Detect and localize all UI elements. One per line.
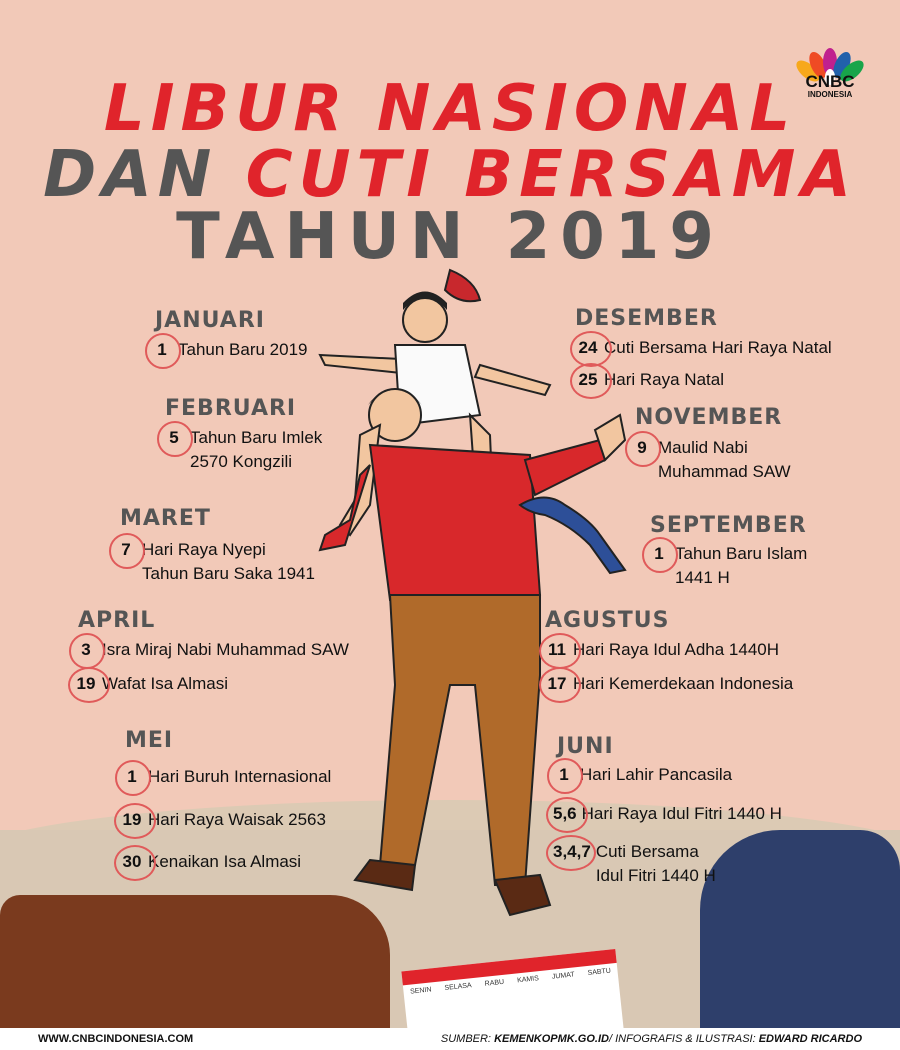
holiday-description xyxy=(604,368,724,392)
holiday-date: 24 xyxy=(574,336,602,358)
footer-source-label: SUMBER: xyxy=(440,1033,495,1045)
holiday-description xyxy=(102,638,349,662)
holiday-entry xyxy=(112,538,315,586)
holiday-description xyxy=(142,538,315,586)
holiday-entry xyxy=(543,672,793,696)
holiday-date: 19 xyxy=(118,808,146,830)
holiday-entry xyxy=(148,338,308,362)
calendar-day-names xyxy=(403,963,618,996)
title-line-3: TAHUN 2019 xyxy=(176,200,724,274)
holiday-entry xyxy=(160,426,322,474)
calendar-day-name: KAMIS xyxy=(516,975,540,985)
month-header-mei: MEI xyxy=(125,728,174,753)
holiday-description-line: Hari Raya Natal xyxy=(604,370,724,389)
holiday-description xyxy=(148,808,326,832)
footer-website: WWW.CNBCINDONESIA.COM xyxy=(38,1033,194,1045)
logo-sub: INDONESIA xyxy=(807,90,853,99)
holiday-date: 7 xyxy=(112,538,140,560)
calendar-day-name: SELASA xyxy=(444,982,473,993)
holiday-description xyxy=(596,840,716,888)
footer-credit: EDWARD RICARDO xyxy=(758,1033,862,1045)
month-header-november: NOVEMBER xyxy=(635,405,783,430)
holiday-entry xyxy=(550,763,732,787)
holiday-entry xyxy=(645,542,807,590)
holiday-date: 19 xyxy=(72,672,100,694)
month-header-agustus: AGUSTUS xyxy=(545,608,670,633)
holiday-description-line: Tahun Baru Imlek xyxy=(190,428,323,447)
holiday-date: 1 xyxy=(550,763,578,785)
holiday-description xyxy=(582,802,782,826)
holiday-description xyxy=(148,765,331,789)
holiday-date: 1 xyxy=(148,338,176,360)
footer-credits xyxy=(441,1033,862,1045)
calendar-day-name: JUMAT xyxy=(551,971,576,981)
holiday-date: 5,6 xyxy=(550,802,580,824)
holiday-description-line: Hari Raya Waisak 2563 xyxy=(148,810,326,829)
holiday-description-line: Cuti Bersama Hari Raya Natal xyxy=(604,338,832,357)
holiday-entry xyxy=(72,638,349,662)
holiday-description-line: Hari Raya Idul Adha 1440H xyxy=(573,640,780,659)
logo-name: CNBC xyxy=(805,72,855,91)
month-header-maret: MARET xyxy=(120,506,211,531)
holiday-description-line: Maulid Nabi xyxy=(658,438,748,457)
holiday-description-line: Hari Kemerdekaan Indonesia xyxy=(573,674,794,693)
holiday-entry xyxy=(118,850,301,874)
holiday-date: 11 xyxy=(543,638,571,660)
holiday-description xyxy=(658,436,791,484)
holiday-entry xyxy=(550,802,782,826)
holiday-description xyxy=(580,763,732,787)
holiday-date: 3,4,7 xyxy=(550,840,594,862)
footer-source: KEMENKOPMK.GO.ID xyxy=(494,1033,609,1045)
holiday-date: 1 xyxy=(118,765,146,787)
holiday-description-line: Tahun Baru 2019 xyxy=(178,340,308,359)
holiday-description-line: Isra Miraj Nabi Muhammad SAW xyxy=(102,640,349,659)
holiday-description-line: 2570 Kongzili xyxy=(190,452,293,471)
holiday-description-line: Tahun Baru Saka 1941 xyxy=(142,564,315,583)
holiday-entry xyxy=(574,368,724,392)
holiday-entry xyxy=(118,765,331,789)
holiday-description-line: Hari Buruh Internasional xyxy=(148,767,332,786)
holiday-entry xyxy=(574,336,832,360)
holiday-entry xyxy=(72,672,228,696)
month-header-januari: JANUARI xyxy=(155,308,265,333)
tie-icon xyxy=(515,495,635,575)
title-line-2-b: CUTI BERSAMA xyxy=(245,138,857,212)
footer-credit-label: / INFOGRAFIS & ILUSTRASI: xyxy=(608,1033,759,1045)
calendar-day-name: SENIN xyxy=(409,986,432,996)
holiday-description-line: Tahun Baru Islam xyxy=(675,544,808,563)
title-line-1: LIBUR NASIONAL xyxy=(103,72,797,146)
calendar-day-name: SABTU xyxy=(587,967,612,977)
holiday-date: 25 xyxy=(574,368,602,390)
month-header-juni: JUNI xyxy=(557,734,614,759)
holiday-date: 3 xyxy=(72,638,100,660)
month-header-desember: DESEMBER xyxy=(575,306,718,331)
month-header-februari: FEBRUARI xyxy=(165,396,297,421)
holiday-description-line: Wafat Isa Almasi xyxy=(102,674,228,693)
month-header-april: APRIL xyxy=(78,608,156,633)
holiday-description xyxy=(178,338,308,362)
holiday-description xyxy=(604,336,832,360)
holiday-date: 5 xyxy=(160,426,188,448)
holiday-description-line: Cuti Bersama xyxy=(595,842,699,861)
holiday-date: 1 xyxy=(645,542,673,564)
holiday-description-line: Kenaikan Isa Almasi xyxy=(148,852,302,871)
holiday-date: 9 xyxy=(628,436,656,458)
title-line-2-a: DAN xyxy=(43,138,246,212)
holiday-entry xyxy=(628,436,791,484)
holiday-description-line: Hari Lahir Pancasila xyxy=(580,765,733,784)
holiday-description xyxy=(573,672,793,696)
holiday-date: 17 xyxy=(543,672,571,694)
holiday-description-line: Muhammad SAW xyxy=(658,462,791,481)
holiday-description xyxy=(190,426,322,474)
holiday-description-line: Idul Fitri 1440 H xyxy=(595,866,716,885)
holiday-description xyxy=(102,672,228,696)
month-header-september: SEPTEMBER xyxy=(650,513,807,538)
holiday-entry xyxy=(543,638,779,662)
holiday-description xyxy=(148,850,301,874)
holiday-description xyxy=(675,542,807,590)
backpack-right xyxy=(700,830,900,1040)
holiday-description-line: Hari Raya Idul Fitri 1440 H xyxy=(581,804,782,823)
holiday-description xyxy=(573,638,779,662)
holiday-date: 30 xyxy=(118,850,146,872)
holiday-description-line: 1441 H xyxy=(675,568,730,587)
suitcase-left xyxy=(0,895,390,1035)
holiday-entry xyxy=(118,808,326,832)
holiday-description-line: Hari Raya Nyepi xyxy=(142,540,266,559)
holiday-entry xyxy=(550,840,716,888)
calendar-day-name: RABU xyxy=(484,978,505,988)
